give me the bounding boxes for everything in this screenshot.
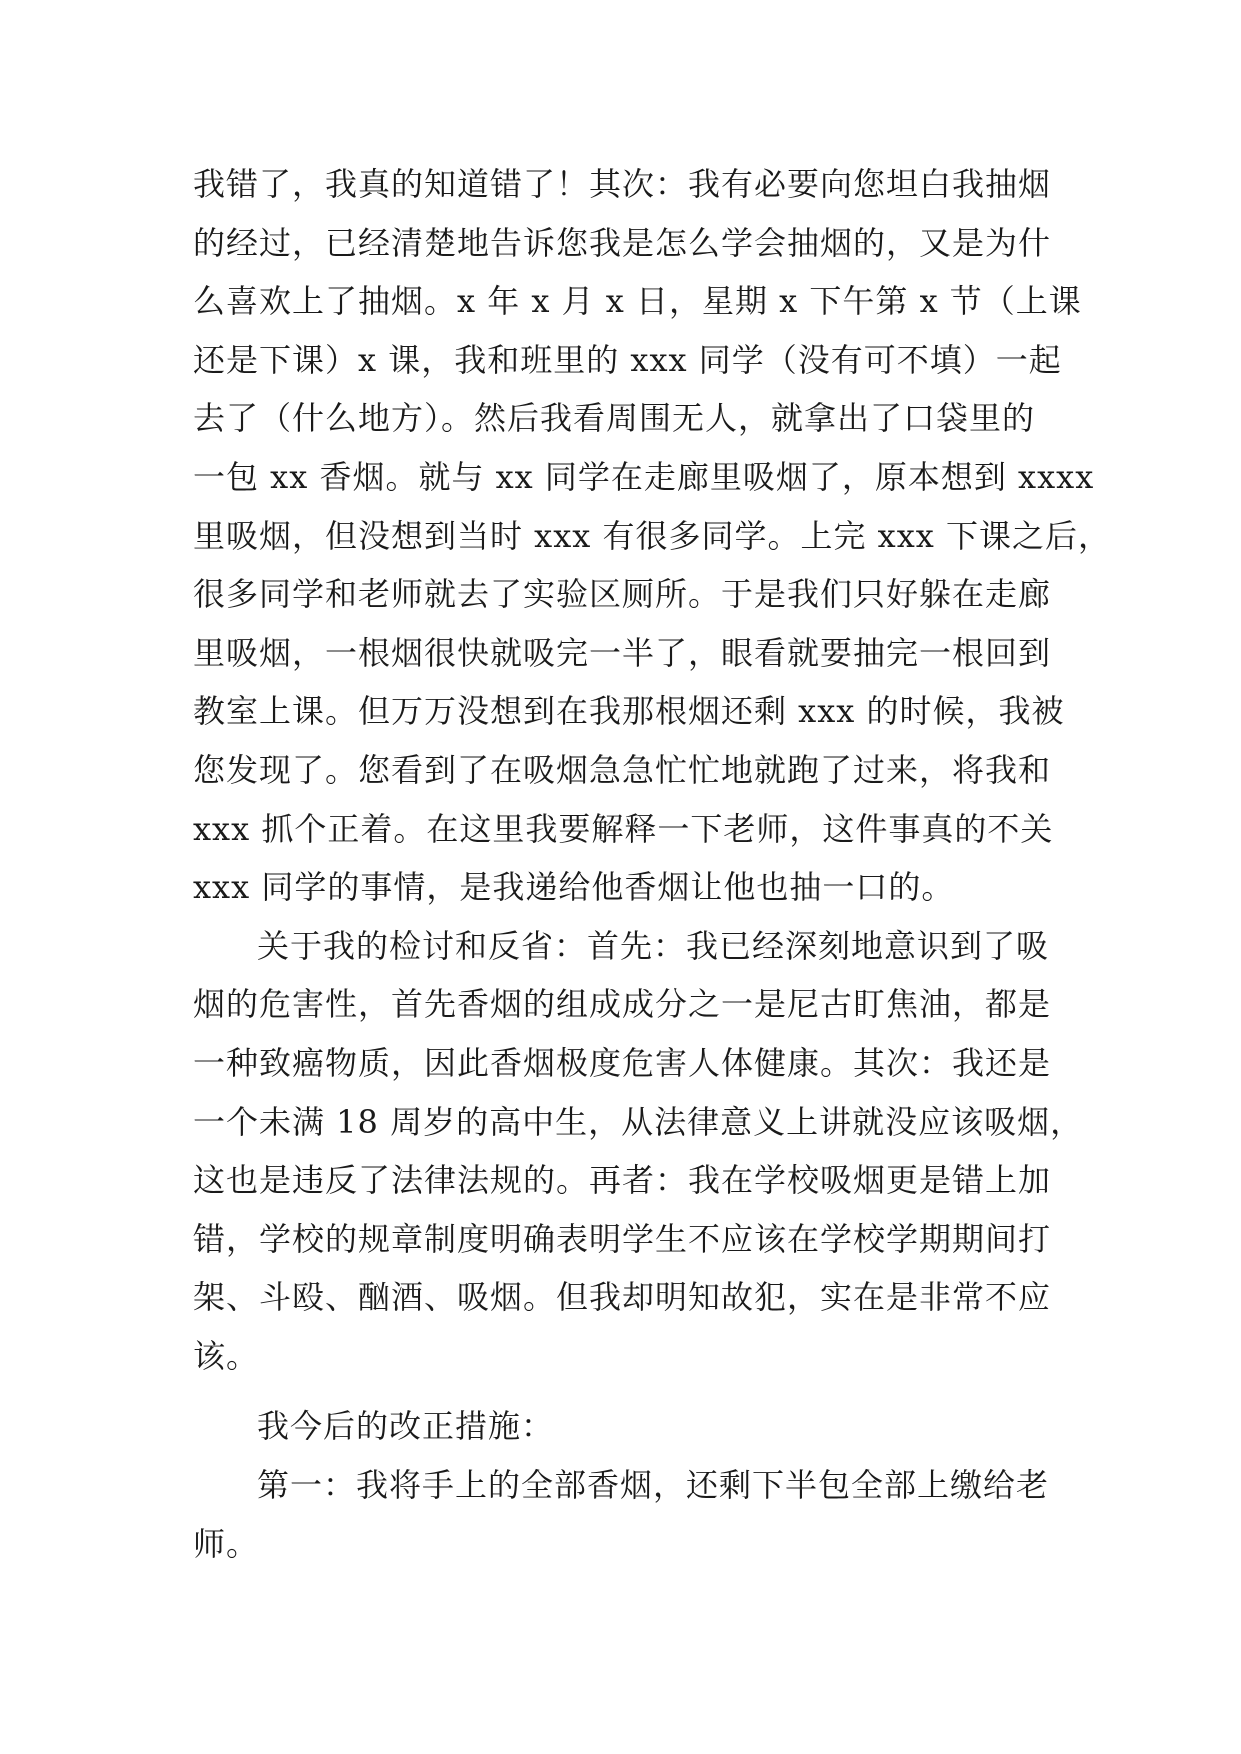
text-line: 烟的危害性，首先香烟的组成成分之一是尼古盯焦油，都是 — [193, 985, 1052, 1024]
text-line: 我今后的改正措施： — [257, 1407, 555, 1446]
text-line: 里吸烟，但没想到当时 xxx 有很多同学。上完 xxx 下课之后， — [193, 516, 1111, 555]
paragraph-reflection — [193, 917, 1084, 1386]
text-line: 教室上课。但万万没想到在我那根烟还剩 xxx 的时候，我被 — [193, 692, 1065, 731]
text-line: 的经过，已经清楚地告诉您我是怎么学会抽烟的，又是为什 — [193, 223, 1052, 262]
text-line: 师。 — [193, 1524, 260, 1563]
document-body — [193, 155, 1111, 1573]
text-line: 第一：我将手上的全部香烟，还剩下半包全部上缴给老 — [257, 1466, 1050, 1505]
text-line: 么喜欢上了抽烟。x 年 x 月 x 日，星期 x 下午第 x 节（上课 — [193, 282, 1082, 321]
text-line: 错，学校的规章制度明确表明学生不应该在学校学期期间打 — [193, 1219, 1052, 1258]
text-line: 关于我的检讨和反省：首先：我已经深刻地意识到了吸 — [257, 926, 1050, 965]
text-line: 我错了，我真的知道错了！其次：我有必要向您坦白我抽烟 — [193, 165, 1052, 203]
text-line: 一种致癌物质，因此香烟极度危害人体健康。其次：我还是 — [193, 1043, 1052, 1082]
text-line: 您发现了。您看到了在吸烟急急忙忙地就跑了过来，将我和 — [193, 750, 1052, 789]
text-line: 该。 — [193, 1336, 260, 1375]
text-line: 一包 xx 香烟。就与 xx 同学在走廊里吸烟了，原本想到 xxxx — [193, 457, 1095, 496]
paragraph-corrective-heading — [193, 1397, 1073, 1456]
text-line: 这也是违反了法律法规的。再者：我在学校吸烟更是错上加 — [193, 1161, 1052, 1200]
text-line: xxx 抓个正着。在这里我要解释一下老师，这件事真的不关 — [193, 809, 1054, 848]
text-line: 去了（什么地方）。然后我看周围无人，就拿出了口袋里的 — [193, 399, 1036, 438]
paragraph-confession — [193, 155, 1111, 917]
text-line: 很多同学和老师就去了实验区厕所。于是我们只好躲在走廊 — [193, 575, 1052, 614]
paragraph-measure-one — [193, 1456, 1073, 1573]
text-line: 一个未满 18 周岁的高中生，从法律意义上讲就没应该吸烟， — [193, 1102, 1084, 1141]
text-line: 还是下课）x 课，我和班里的 xxx 同学（没有可不填）一起 — [193, 340, 1062, 379]
text-line: xxx 同学的事情，是我递给他香烟让他也抽一口的。 — [193, 868, 955, 907]
text-line: 里吸烟，一根烟很快就吸完一半了，眼看就要抽完一根回到 — [193, 633, 1052, 672]
text-line: 架、斗殴、酗酒、吸烟。但我却明知故犯，实在是非常不应 — [193, 1278, 1052, 1317]
